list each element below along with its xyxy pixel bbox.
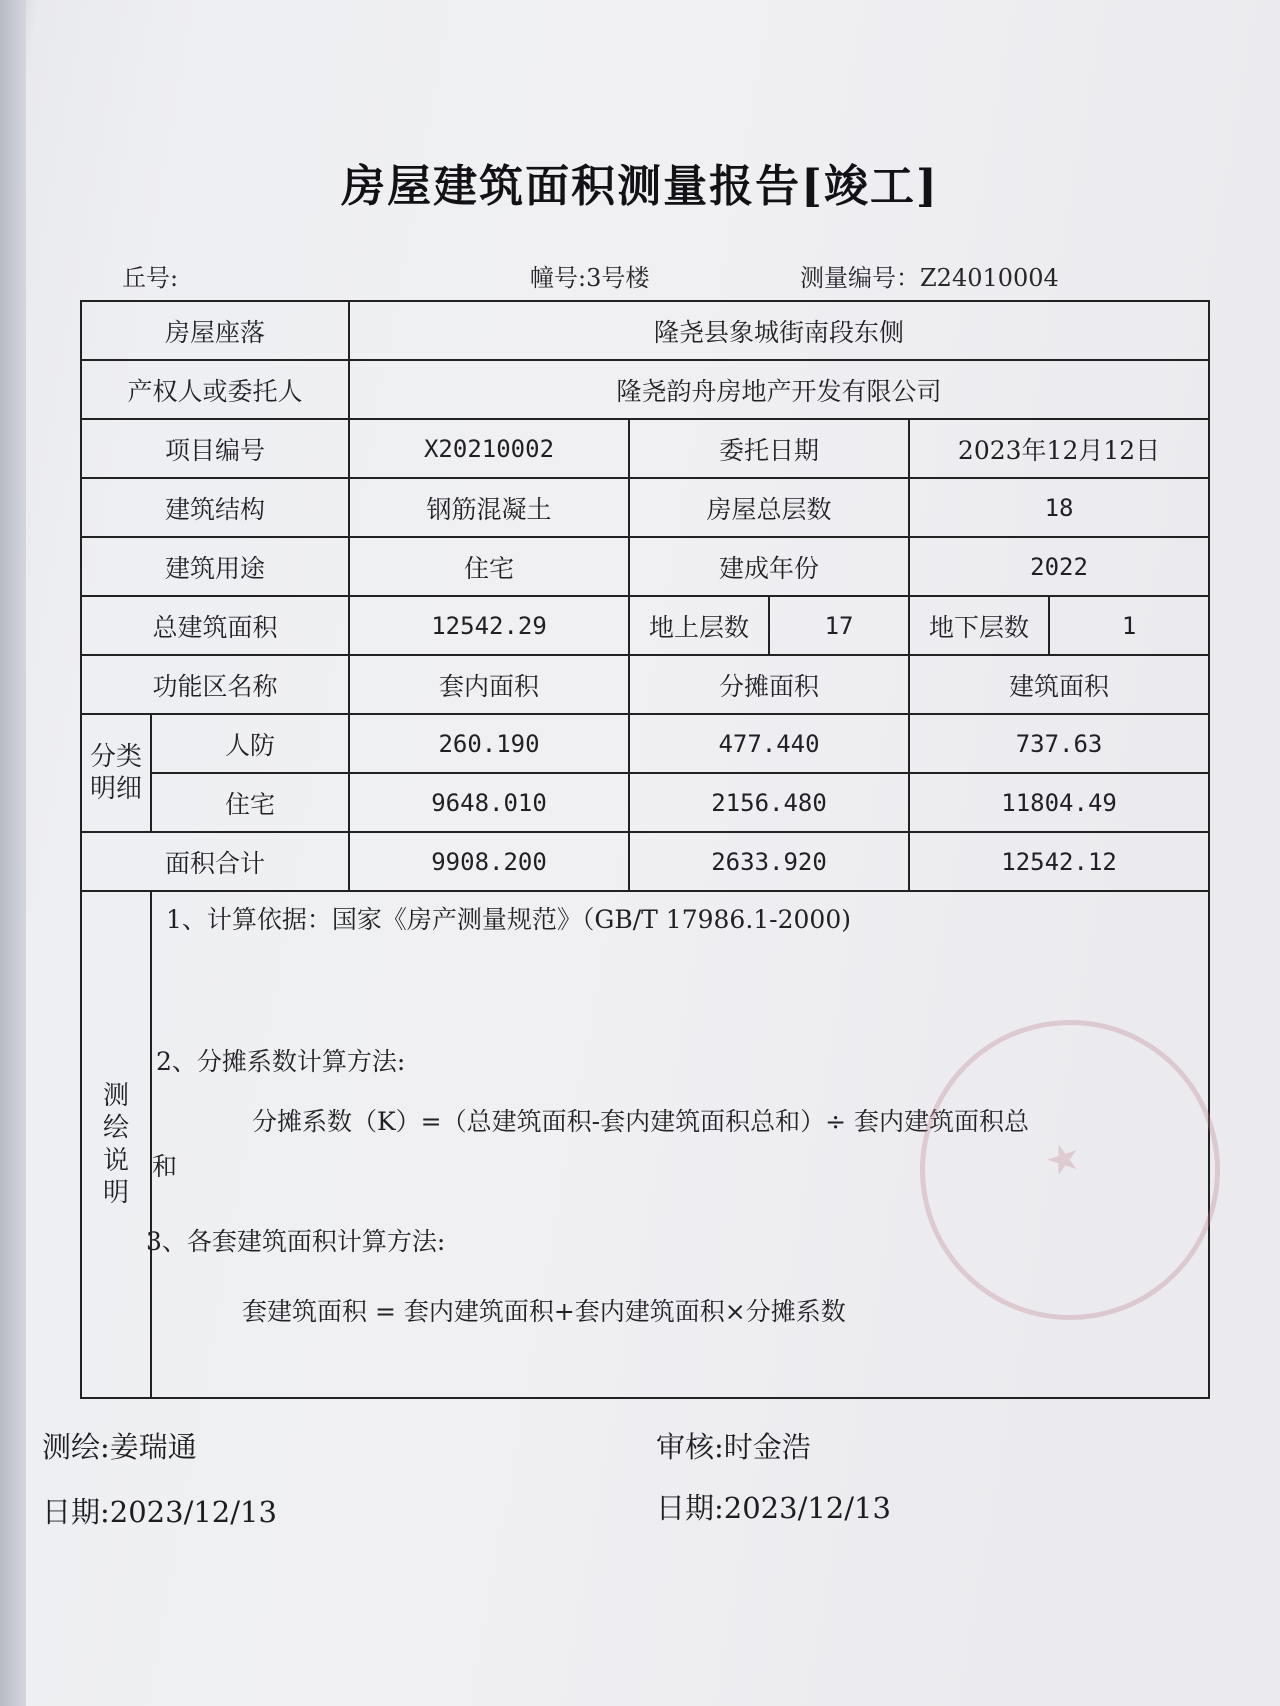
item-shared-area: 477.440 [629,714,909,773]
note-line-2: 2、分摊系数计算方法: [156,1047,406,1076]
usage-value: 住宅 [349,537,629,596]
commission-date-value: 2023年12月12日 [909,419,1209,478]
location-value: 隆尧县象城街南段东侧 [349,301,1209,360]
row-total-area [81,596,1209,655]
notes-side-char: 测 [102,1080,129,1111]
notes-side-char: 绘 [102,1113,129,1143]
report-title: 房屋建筑面积测量报告[竣工] [341,161,939,212]
qiu-label: 丘号: [122,264,179,292]
note-line-1: 1、计算依据：国家《房产测量规范》（GB/T 17986.1-2000) [166,905,851,934]
review-date: 日期:2023/12/13 [656,1491,891,1525]
above-floors-label: 地上层数 [629,596,769,655]
header-shared-area: 分摊面积 [629,655,909,714]
total-area-value: 12542.29 [349,596,629,655]
location-label: 房屋座落 [81,301,349,360]
surveyor: 测绘:姜瑞通 [42,1430,197,1464]
notes-side-char: 说 [102,1145,129,1176]
note-line-3: 分摊系数（K）=（总建筑面积-套内建筑面积总和）÷ 套内建筑面积总 [252,1107,1029,1136]
structure-label: 建筑结构 [81,478,349,537]
reviewer: 审核:时金浩 [656,1430,811,1464]
item-building-area: 737.63 [909,714,1209,773]
owner-label: 产权人或委托人 [81,360,349,419]
row-usage [81,537,1209,596]
structure-value: 钢筋混凝土 [349,478,629,537]
commission-date-label: 委托日期 [629,419,909,478]
row-project [81,419,1209,478]
above-floors-value: 17 [769,596,909,655]
header-building-area: 建筑面积 [909,655,1209,714]
row-structure [81,478,1209,537]
project-no-value: X20210002 [349,419,629,478]
category-label: 分类明细 [81,714,151,832]
total-inner-area: 9908.200 [349,832,629,891]
below-floors-label: 地下层数 [909,596,1049,655]
item-building-area: 11804.49 [909,773,1209,832]
notes-side-char: 明 [102,1178,129,1208]
usage-label: 建筑用途 [81,537,349,596]
area-total-row [81,832,1209,891]
item-inner-area: 9648.010 [349,773,629,832]
note-line-5: 套建筑面积 = 套内建筑面积+套内建筑面积×分摊系数 [242,1297,846,1326]
note-line-4: 3、各套建筑面积计算方法: [146,1227,446,1256]
building-number: 幢号:3号楼 [530,264,650,292]
survey-date: 日期:2023/12/13 [42,1495,277,1529]
total-shared-area: 2633.920 [629,832,909,891]
note-line-3-cont: 和 [152,1152,178,1181]
below-floors-value: 1 [1049,596,1209,655]
item-name: 住宅 [151,773,349,832]
total-floors-label: 房屋总层数 [629,478,909,537]
item-name: 人防 [151,714,349,773]
total-building-area: 12542.12 [909,832,1209,891]
row-location [81,301,1209,360]
notes-side-label [81,891,151,1398]
built-year-value: 2022 [909,537,1209,596]
seal-lettering: ★ [1039,1130,1094,1187]
row-owner [81,360,1209,419]
total-area-label: 总建筑面积 [81,596,349,655]
item-shared-area: 2156.480 [629,773,909,832]
total-label: 面积合计 [81,832,349,891]
area-row-residential [81,773,1209,832]
area-row-civil-defense [81,714,1209,773]
item-inner-area: 260.190 [349,714,629,773]
header-function-name: 功能区名称 [81,655,349,714]
header-inner-area: 套内面积 [349,655,629,714]
owner-value: 隆尧韵舟房地产开发有限公司 [349,360,1209,419]
area-header-row [81,655,1209,714]
total-floors-value: 18 [909,478,1209,537]
survey-number: 测量编号：Z24010004 [800,264,1059,292]
page-edge-shadow [0,0,26,1706]
built-year-label: 建成年份 [629,537,909,596]
project-no-label: 项目编号 [81,419,349,478]
